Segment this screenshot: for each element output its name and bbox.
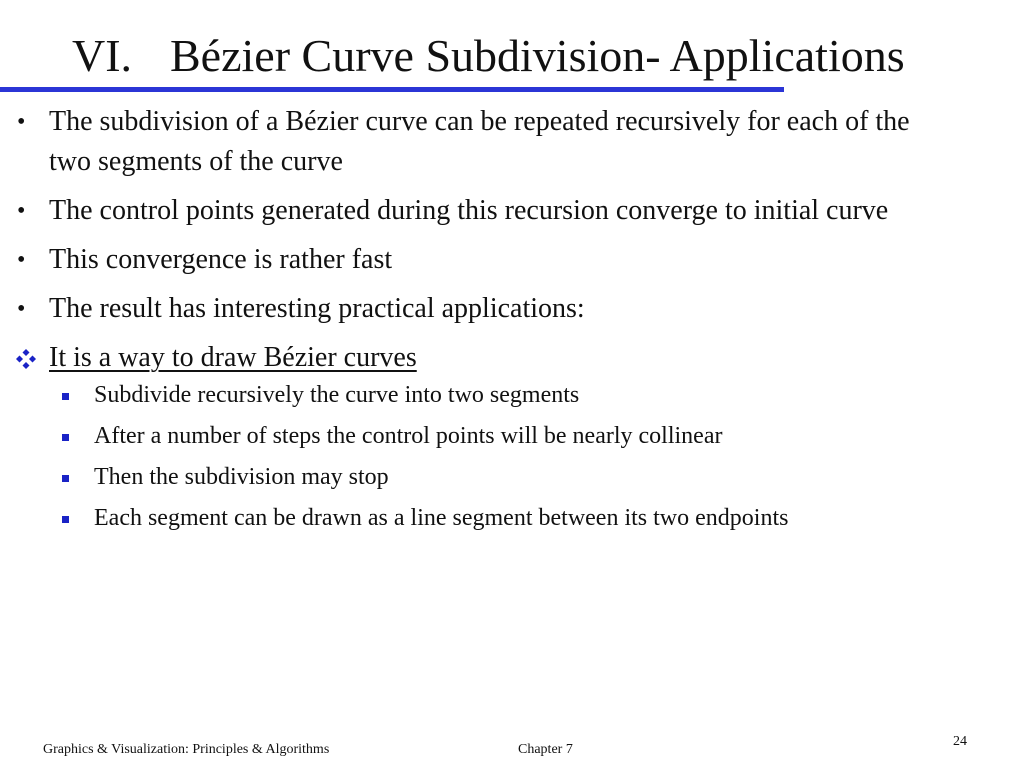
- square-bullet-icon: [62, 475, 69, 482]
- bullet-text: The subdivision of a Bézier curve can be repeated recursively for each of the two segments of the curve: [49, 106, 910, 177]
- square-bullet-icon: [62, 434, 69, 441]
- bullet-dot-icon: •: [17, 109, 26, 135]
- sub-item-text: After a number of steps the control points will be nearly collinear: [94, 423, 723, 449]
- bullet-dot-icon: •: [17, 198, 26, 224]
- sub-item-text: Subdivide recursively the curve into two segments: [94, 382, 580, 408]
- slide-content: [0, 102, 1024, 544]
- sub-list-item: [0, 462, 1024, 492]
- footer-chapter: Chapter 7: [518, 742, 573, 757]
- title-number: VI.: [72, 30, 133, 81]
- sub-list-item: [0, 380, 1024, 410]
- square-bullet-icon: [62, 393, 69, 400]
- four-diamond-icon: [14, 349, 38, 369]
- application-link-text: It is a way to draw Bézier curves: [49, 342, 417, 373]
- title-text: Bézier Curve Subdivision- Applications: [170, 30, 905, 81]
- bullet-item: [0, 102, 949, 182]
- footer-book-title: Graphics & Visualization: Principles & Algorithms: [43, 742, 330, 757]
- page-number: 24: [953, 734, 967, 749]
- bullet-item: [0, 240, 949, 280]
- square-bullet-icon: [62, 516, 69, 523]
- sub-item-text: Then the subdivision may stop: [94, 464, 389, 490]
- bullet-dot-icon: •: [17, 247, 26, 273]
- bullet-item: [0, 289, 949, 329]
- application-item: [0, 338, 1024, 378]
- bullet-text: This convergence is rather fast: [49, 244, 393, 275]
- slide-title: [72, 26, 905, 86]
- sub-list-item: [0, 421, 1024, 451]
- sub-list: [0, 380, 1024, 533]
- bullet-text: The result has interesting practical applications:: [49, 293, 585, 324]
- title-underline-rule: [0, 87, 784, 92]
- bullet-item: [0, 191, 949, 231]
- bullet-text: The control points generated during this recursion converge to initial curve: [49, 195, 889, 226]
- sub-list-item: [0, 503, 1024, 533]
- sub-item-text: Each segment can be drawn as a line segment between its two endpoints: [94, 505, 789, 531]
- bullet-dot-icon: •: [17, 296, 26, 322]
